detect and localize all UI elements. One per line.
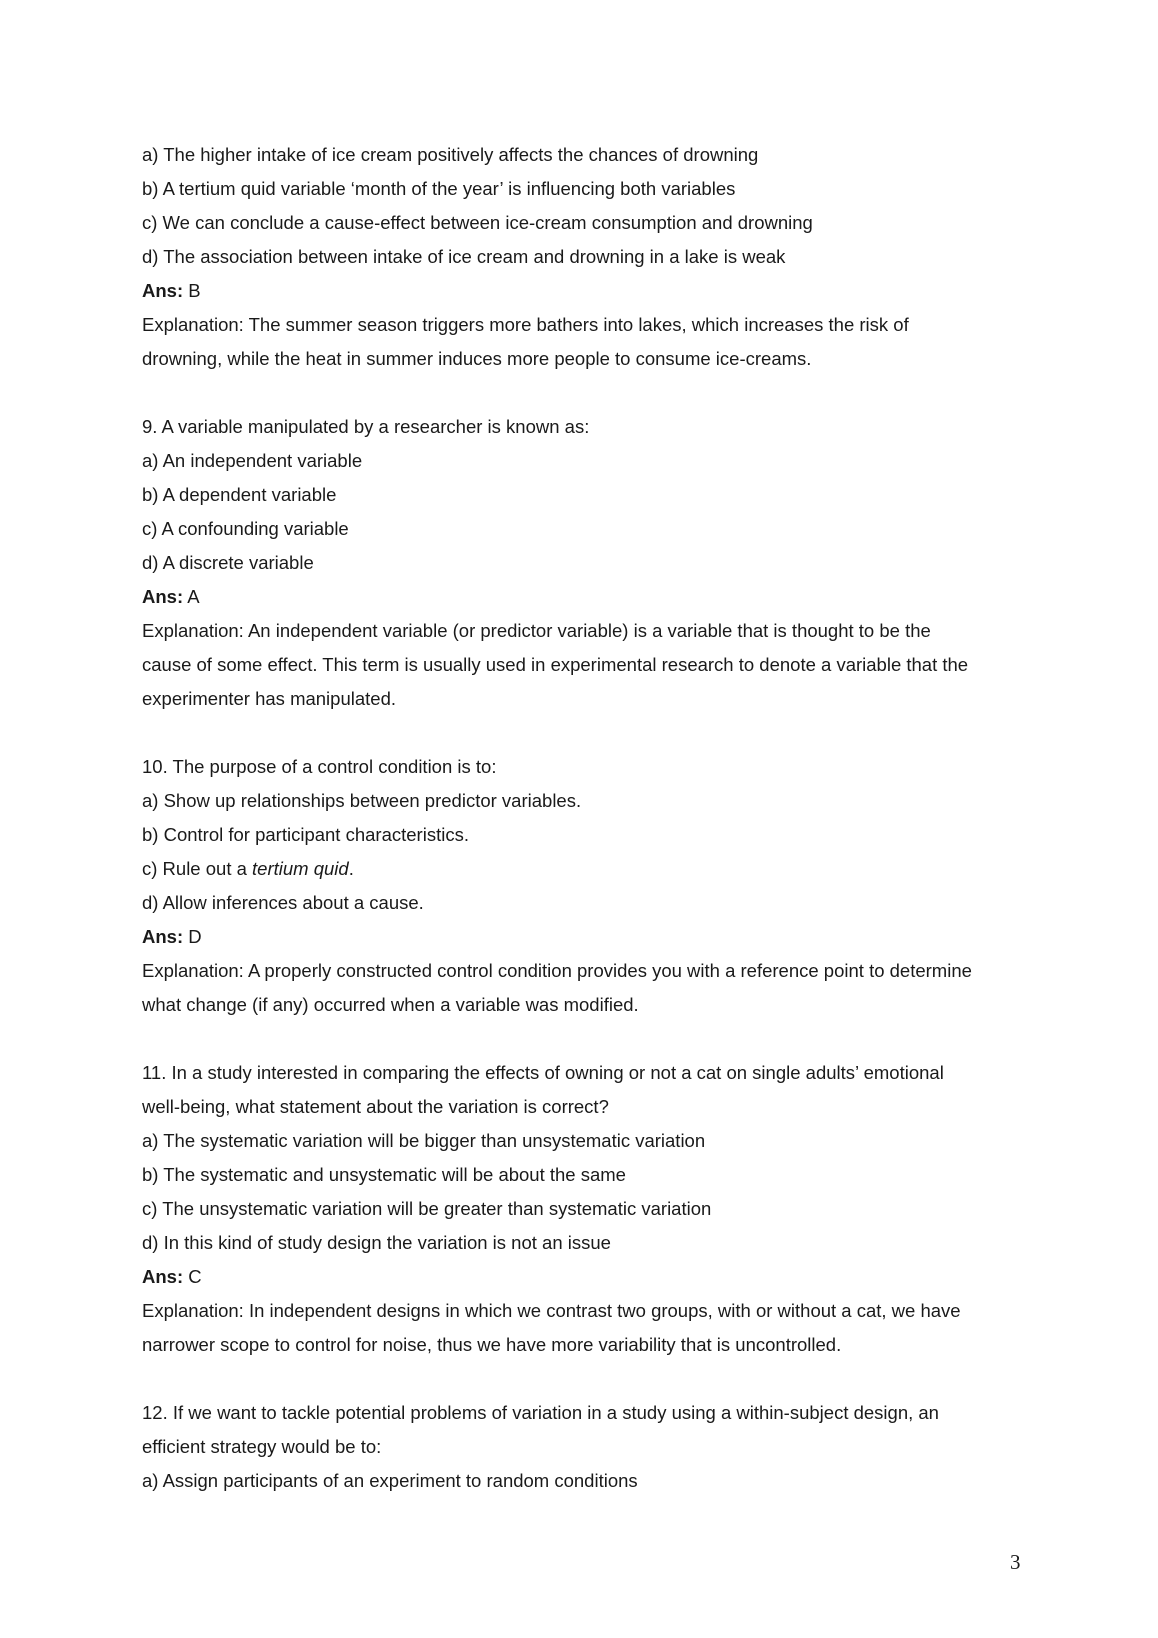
q11-explanation-line-1: Explanation: In independent designs in which we contrast two groups, with or without a cat, we have	[142, 1300, 961, 1321]
q8-explanation-line-2: drowning, while the heat in summer induces more people to consume ice-creams.	[142, 348, 812, 369]
q10-answer-label: Ans:	[142, 926, 184, 947]
document-body	[142, 138, 1042, 1498]
q12-question-line-1: 12. If we want to tackle potential problems of variation in a study using a within-subject design, an	[142, 1402, 939, 1423]
q10-explanation-line-1: Explanation: A properly constructed control condition provides you with a reference point to determine	[142, 960, 972, 981]
q10-explanation-line-2: what change (if any) occurred when a variable was modified.	[142, 994, 639, 1015]
q11-option-b: b) The systematic and unsystematic will be about the same	[142, 1164, 626, 1185]
q11-answer-value: C	[183, 1266, 202, 1287]
spacer	[142, 716, 1042, 750]
q11-question-line-1: 11. In a study interested in comparing the effects of owning or not a cat on single adults’ emotional	[142, 1062, 944, 1083]
q9-answer-value: A	[183, 586, 200, 607]
spacer	[142, 376, 1042, 410]
q8-answer	[142, 274, 1042, 308]
spacer	[142, 1362, 1042, 1396]
question-8-block	[142, 138, 1042, 376]
q9-answer	[142, 580, 1042, 614]
q11-option-a: a) The systematic variation will be bigger than unsystematic variation	[142, 1130, 706, 1151]
q8-option-a: a) The higher intake of ice cream positively affects the chances of drowning	[142, 144, 759, 165]
q8-explanation-line-1: Explanation: The summer season triggers more bathers into lakes, which increases the risk of	[142, 314, 909, 335]
question-9-block	[142, 410, 1042, 716]
q9-explanation-line-3: experimenter has manipulated.	[142, 688, 397, 709]
q9-question: 9. A variable manipulated by a researcher is known as:	[142, 416, 590, 437]
q8-option-c: c) We can conclude a cause-effect between ice-cream consumption and drowning	[142, 212, 813, 233]
q11-option-c: c) The unsystematic variation will be greater than systematic variation	[142, 1198, 712, 1219]
q10-option-d: d) Allow inferences about a cause.	[142, 892, 424, 913]
q10-option-b: b) Control for participant characteristics.	[142, 824, 469, 845]
q10-answer	[142, 920, 1042, 954]
q12-question-line-2: efficient strategy would be to:	[142, 1436, 382, 1457]
q9-option-d: d) A discrete variable	[142, 552, 314, 573]
q10-option-c	[142, 852, 1042, 886]
q12-option-a: a) Assign participants of an experiment to random conditions	[142, 1470, 638, 1491]
q10-option-a: a) Show up relationships between predictor variables.	[142, 790, 582, 811]
q9-option-a: a) An independent variable	[142, 450, 363, 471]
q11-explanation-line-2: narrower scope to control for noise, thus we have more variability that is uncontrolled.	[142, 1334, 842, 1355]
q10-question: 10. The purpose of a control condition is to:	[142, 756, 497, 777]
q10-option-c-italic: tertium quid	[252, 858, 349, 879]
q11-question-line-2: well-being, what statement about the variation is correct?	[142, 1096, 609, 1117]
question-10-block	[142, 750, 1042, 1022]
question-12-block	[142, 1396, 1042, 1498]
q8-answer-value: B	[183, 280, 201, 301]
q10-option-c-suffix: .	[348, 858, 354, 879]
q11-option-d: d) In this kind of study design the variation is not an issue	[142, 1232, 611, 1253]
q10-option-c-prefix: c) Rule out a	[142, 858, 253, 879]
q9-explanation-line-1: Explanation: An independent variable (or predictor variable) is a variable that is thought to be the	[142, 620, 931, 641]
q11-answer-label: Ans:	[142, 1266, 184, 1287]
q8-option-d: d) The association between intake of ice cream and drowning in a lake is weak	[142, 246, 786, 267]
question-11-block	[142, 1056, 1042, 1362]
q9-option-c: c) A confounding variable	[142, 518, 349, 539]
q8-option-b: b) A tertium quid variable ‘month of the year’ is influencing both variables	[142, 178, 736, 199]
q9-answer-label: Ans:	[142, 586, 184, 607]
page-number: 3	[1010, 1550, 1021, 1574]
q8-answer-label: Ans:	[142, 280, 184, 301]
q10-answer-value: D	[183, 926, 202, 947]
q9-option-b: b) A dependent variable	[142, 484, 337, 505]
q9-explanation-line-2: cause of some effect. This term is usually used in experimental research to denote a variable that the	[142, 654, 969, 675]
q11-answer	[142, 1260, 1042, 1294]
spacer	[142, 1022, 1042, 1056]
